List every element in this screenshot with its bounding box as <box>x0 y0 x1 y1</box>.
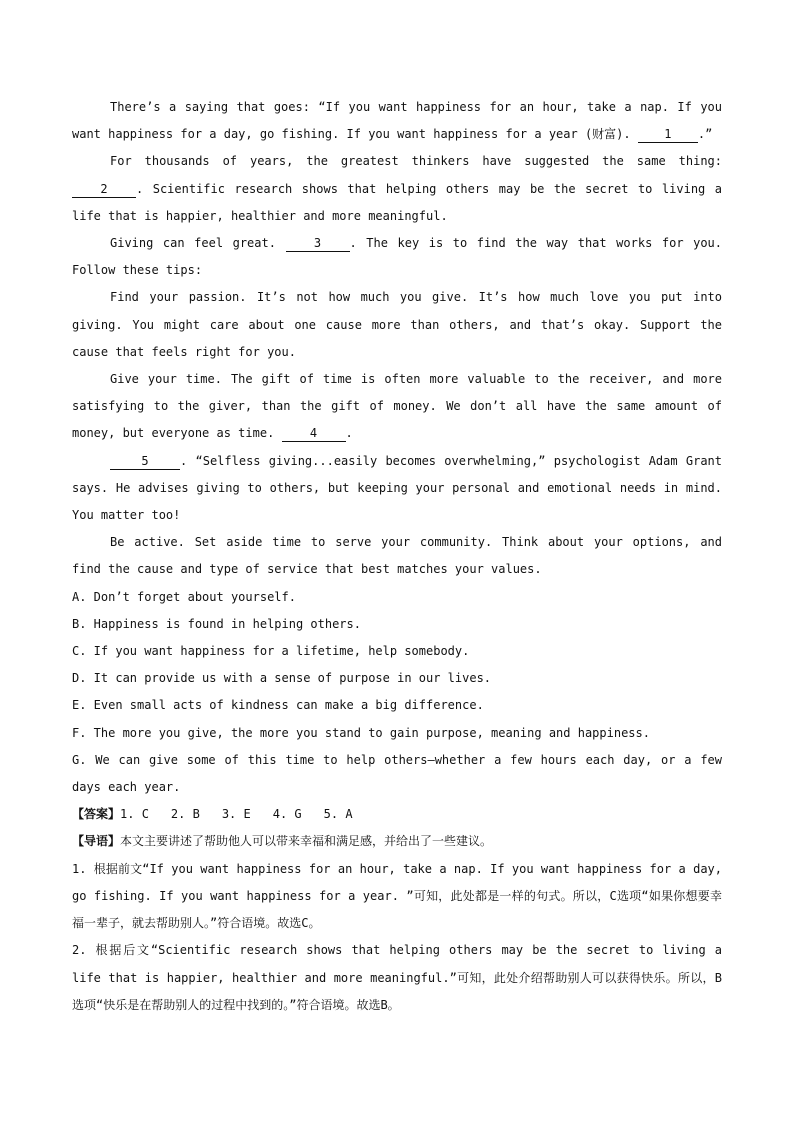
passage-paragraph-6 <box>72 448 722 530</box>
explanation-2: 2. 根据后文“Scientific research shows that helping others may be the secret to living a life that is happier, healthier and more meaningful.”可知，此处介绍帮助别人可以获得快乐。所以，B选项“快乐是在帮助别人的过程中找到的。”符合语境。故选B。 <box>72 943 722 1012</box>
answer-4: 4. G <box>272 807 302 822</box>
blank-5: 5 <box>110 453 180 470</box>
paragraph-text: There’s a saying that goes: “If you want happiness for an hour, take a nap. If you want happiness for a day, go fishing. If you want happiness for a year (财富). <box>72 100 722 142</box>
option-e: E. Even small acts of kindness can make a big difference. <box>72 698 484 713</box>
blank-3: 3 <box>286 235 350 252</box>
paragraph-text: Giving can feel great. <box>110 236 286 251</box>
guide-text: 本文主要讲述了帮助他人可以带来幸福和满足感，并给出了一些建议。 <box>120 834 493 849</box>
paragraph-text: . The key is to find the way that works for you. Follow these tips: <box>72 236 722 278</box>
passage-paragraph-4: Find your passion. It’s not how much you give. It’s how much love you put into giving. You might care about one cause more than others, and that’s okay. Support the cause that feels right for you. <box>72 290 722 359</box>
answer-5: 5. A <box>323 807 353 822</box>
option-g: G. We can give some of this time to help others—whether a few hours each day, or a few days each year. <box>72 752 722 795</box>
passage-paragraph-3 <box>72 230 722 284</box>
paragraph-text: . Scientific research shows that helping others may be the secret to living a life that is happier, healthier and more meaningful. <box>72 181 722 223</box>
passage-paragraph-1 <box>72 94 722 148</box>
blank-1: 1 <box>638 126 698 143</box>
passage-paragraph-2 <box>72 148 722 230</box>
passage-paragraph-5 <box>72 366 722 448</box>
answer-3: 3. E <box>221 807 251 822</box>
passage-paragraph-7: Be active. Set aside time to serve your community. Think about your options, and find the cause and type of service that best matches your values. <box>72 535 722 577</box>
paragraph-text: For thousands of years, the greatest thinkers have suggested the same thing: <box>110 154 722 169</box>
paragraph-text: .” <box>697 127 713 142</box>
option-a: A. Don’t forget about yourself. <box>72 589 296 604</box>
guide-label: 【导语】 <box>72 834 121 849</box>
option-d: D. It can provide us with a sense of purpose in our lives. <box>72 671 492 686</box>
answer-label: 【答案】 <box>72 807 121 822</box>
blank-2: 2 <box>72 181 136 198</box>
option-c: C. If you want happiness for a lifetime, help somebody. <box>72 644 470 659</box>
document-body <box>72 94 722 1019</box>
paragraph-text: . “Selfless giving...easily becomes overwhelming,” psychologist Adam Grant says. He advises giving to others, but keeping your personal and emotional needs in mind. You matter too! <box>72 453 722 523</box>
option-f: F. The more you give, the more you stand to gain purpose, meaning and happiness. <box>72 725 650 740</box>
answer-line <box>72 801 722 828</box>
explanation-1: 1. 根据前文“If you want happiness for an hour, take a nap. If you want happiness for a day, go fishing. If you want happiness for a year. ”可知，此处都是一样的句式。所以，C选项“如果你想要幸福一辈子，就去帮助别人。”符合语境。故选C。 <box>72 861 722 931</box>
answer-2: 2. B <box>170 807 200 822</box>
paragraph-text: Give your time. The gift of time is often more valuable to the receiver, and more satisfying to the giver, than the gift of money. We don’t all have the same amount of money, but everyone as time. <box>72 372 722 441</box>
guide-line <box>72 828 722 855</box>
answer-1: 1. C <box>120 807 149 822</box>
paragraph-text: . <box>345 426 353 441</box>
option-b: B. Happiness is found in helping others. <box>72 616 361 631</box>
blank-4: 4 <box>282 425 346 442</box>
